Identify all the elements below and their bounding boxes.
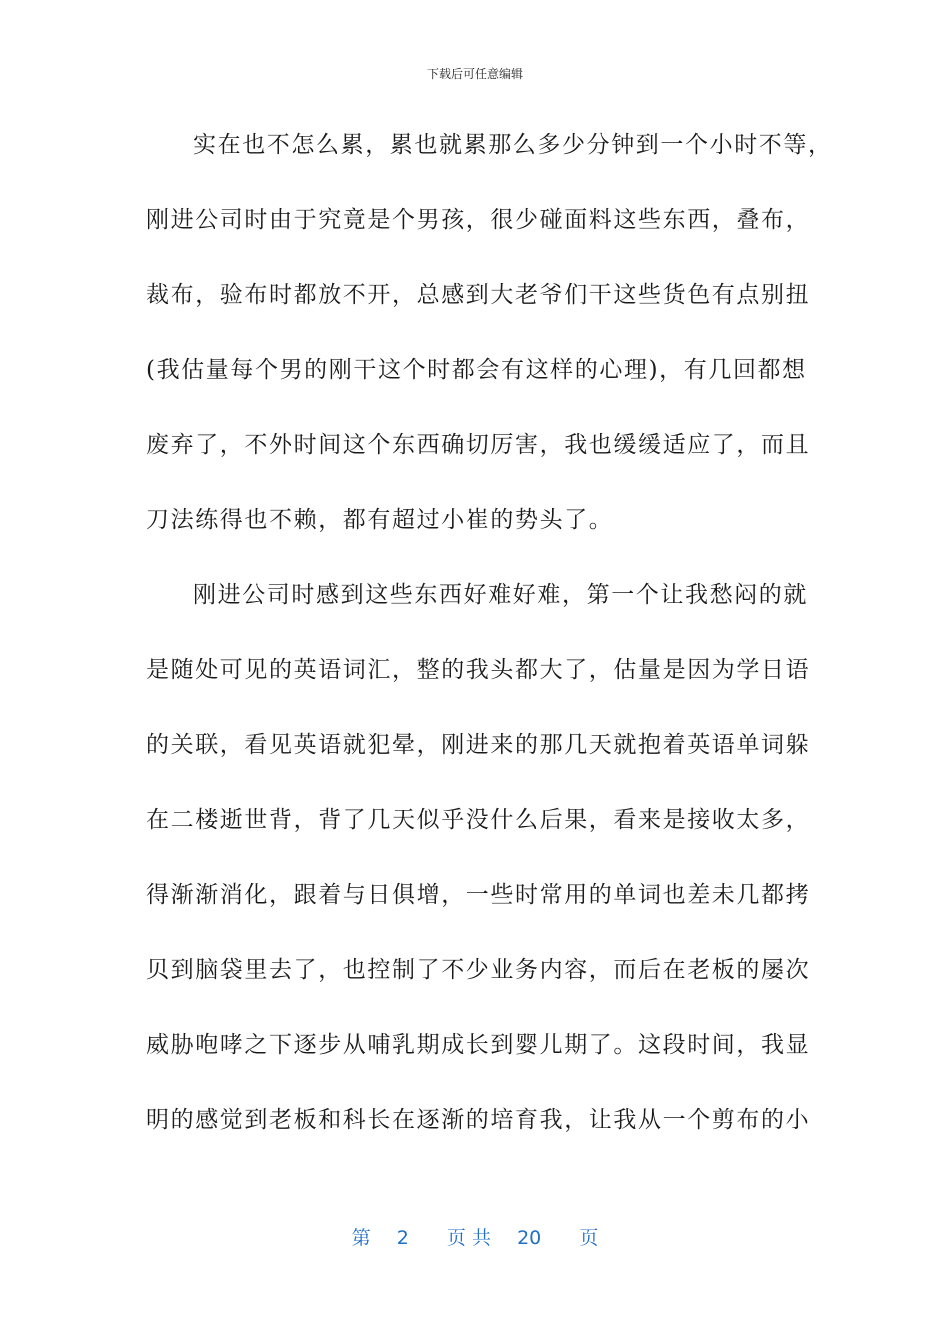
paragraph-1-line-6: 刀法练得也不赖，都有超过小崔的势头了。: [146, 507, 614, 533]
paragraph-2-line-3: 的关联，看见英语就犯晕，刚进来的那几天就抱着英语单词躲: [146, 732, 811, 758]
paragraph-1-line-4: (我估量每个男的刚干这个时都会有这样的心理)，有几回都想: [146, 357, 807, 383]
paragraph-1-line-3: 裁布，验布时都放不开，总感到大老爷们干这些货色有点别扭: [146, 282, 811, 308]
footer-page-number: 2: [396, 1227, 409, 1249]
footer-prefix: 第: [351, 1227, 371, 1249]
paragraph-2-line-2: 是随处可见的英语词汇，整的我头都大了，估量是因为学日语: [146, 657, 811, 683]
paragraph-2-line-8: 明的感觉到老板和科长在逐渐的培育我，让我从一个剪布的小: [146, 1107, 811, 1133]
document-body: [146, 126, 833, 1176]
footer-total-pages: 20: [517, 1227, 542, 1249]
page-header: 下载后可任意编辑: [426, 67, 523, 81]
footer-suffix: 页: [579, 1227, 599, 1249]
paragraph-1-line-5: 废弃了，不外时间这个东西确切厉害，我也缓缓适应了，而且: [146, 432, 811, 458]
page-footer: [0, 1224, 950, 1252]
paragraph-2-line-4: 在二楼逝世背，背了几天似乎没什么后果，看来是接收太多，: [146, 807, 811, 833]
paragraph-2-line-1: 刚进公司时感到这些东西好难好难，第一个让我愁闷的就: [193, 582, 808, 608]
paragraph-2-line-7: 威胁咆哮之下逐步从哺乳期成长到婴儿期了。这段时间，我显: [146, 1032, 811, 1058]
paragraph-1-line-2: 刚进公司时由于究竟是个男孩，很少碰面料这些东西，叠布，: [146, 207, 811, 233]
paragraph-2-line-5: 得渐渐消化，跟着与日俱增，一些时常用的单词也差未几都拷: [146, 882, 811, 908]
paragraph-1-line-1: 实在也不怎么累，累也就累那么多少分钟到一个小时不等，: [193, 132, 833, 158]
footer-middle: 页 共: [446, 1227, 491, 1249]
paragraph-2-line-6: 贝到脑袋里去了，也控制了不少业务内容，而后在老板的屡次: [146, 957, 811, 983]
